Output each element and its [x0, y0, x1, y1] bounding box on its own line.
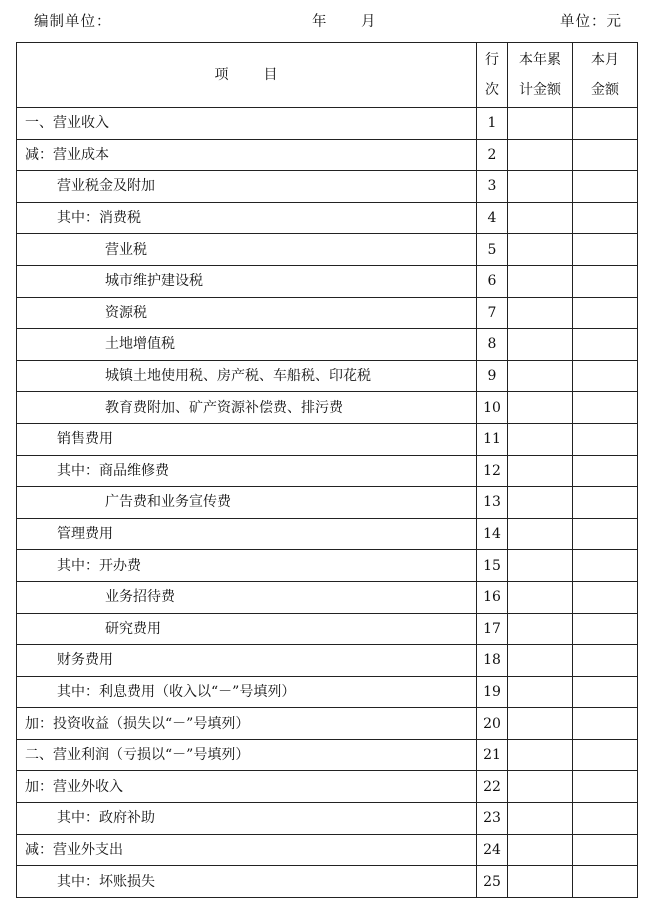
row-line-number: 9: [477, 360, 508, 392]
row-month-amount-cell[interactable]: [573, 234, 638, 266]
row-line-number: 15: [477, 550, 508, 582]
row-ytd-amount-cell[interactable]: [508, 518, 573, 550]
row-item-label: 其中：消费税: [57, 210, 141, 227]
row-month-amount-cell[interactable]: [573, 108, 638, 140]
row-item-cell: [17, 613, 477, 645]
table-row: [17, 234, 638, 266]
row-item-label: 研究费用: [105, 620, 161, 637]
column-header-item-char-2: 目: [263, 67, 279, 83]
row-line-number: 8: [477, 329, 508, 361]
row-item-cell: [17, 487, 477, 519]
table-row: [17, 645, 638, 677]
row-item-label: 销售费用: [57, 431, 113, 448]
row-month-amount-cell[interactable]: [573, 265, 638, 297]
row-item-cell: [17, 676, 477, 708]
column-header-line-no-top: 行: [485, 52, 499, 68]
row-month-amount-cell[interactable]: [573, 708, 638, 740]
row-item-label: 业务招待费: [105, 589, 175, 606]
row-line-number: 14: [477, 518, 508, 550]
row-month-amount-cell[interactable]: [573, 613, 638, 645]
row-item-cell: [17, 518, 477, 550]
table-row: [17, 455, 638, 487]
row-item-cell: [17, 171, 477, 203]
row-ytd-amount-cell[interactable]: [508, 108, 573, 140]
table-row: [17, 265, 638, 297]
row-month-amount-cell[interactable]: [573, 645, 638, 677]
table-header-row: [17, 43, 638, 108]
row-item-label: 资源税: [105, 304, 147, 321]
row-item-cell: [17, 834, 477, 866]
row-line-number: 18: [477, 645, 508, 677]
row-line-number: 12: [477, 455, 508, 487]
table-row: [17, 518, 638, 550]
row-ytd-amount-cell[interactable]: [508, 708, 573, 740]
row-item-cell: [17, 455, 477, 487]
table-row: [17, 297, 638, 329]
currency-unit-label: 单位：元: [560, 14, 622, 30]
row-item-label: 营业税金及附加: [57, 178, 155, 195]
row-item-cell: [17, 202, 477, 234]
table-row: [17, 360, 638, 392]
column-header-ytd-bottom: 计金额: [519, 82, 561, 98]
column-header-ytd-top: 本年累: [519, 52, 561, 68]
column-header-item: [17, 43, 477, 108]
table-row: [17, 613, 638, 645]
row-month-amount-cell[interactable]: [573, 171, 638, 203]
row-month-amount-cell[interactable]: [573, 423, 638, 455]
column-header-month-bottom: 金额: [591, 82, 619, 98]
row-line-number: 5: [477, 234, 508, 266]
row-ytd-amount-cell[interactable]: [508, 455, 573, 487]
row-ytd-amount-cell[interactable]: [508, 550, 573, 582]
row-line-number: 23: [477, 803, 508, 835]
row-month-amount-cell[interactable]: [573, 550, 638, 582]
row-month-amount-cell[interactable]: [573, 518, 638, 550]
row-item-cell: [17, 581, 477, 613]
row-month-amount-cell[interactable]: [573, 455, 638, 487]
row-month-amount-cell[interactable]: [573, 139, 638, 171]
row-ytd-amount-cell[interactable]: [508, 803, 573, 835]
income-statement-table: [16, 42, 638, 898]
row-month-amount-cell[interactable]: [573, 676, 638, 708]
row-month-amount-cell[interactable]: [573, 771, 638, 803]
column-header-ytd-amount: [508, 43, 573, 108]
row-line-number: 10: [477, 392, 508, 424]
table-row: [17, 771, 638, 803]
row-month-amount-cell[interactable]: [573, 866, 638, 898]
row-item-cell: [17, 265, 477, 297]
row-line-number: 3: [477, 171, 508, 203]
row-ytd-amount-cell[interactable]: [508, 771, 573, 803]
row-line-number: 6: [477, 265, 508, 297]
row-item-label: 一、营业收入: [25, 115, 109, 132]
row-ytd-amount-cell[interactable]: [508, 739, 573, 771]
row-item-cell: [17, 771, 477, 803]
row-ytd-amount-cell[interactable]: [508, 834, 573, 866]
row-item-label: 营业税: [105, 241, 147, 258]
row-item-cell: [17, 803, 477, 835]
row-line-number: 25: [477, 866, 508, 898]
row-ytd-amount-cell[interactable]: [508, 360, 573, 392]
row-item-cell: [17, 423, 477, 455]
table-row: [17, 423, 638, 455]
row-ytd-amount-cell[interactable]: [508, 676, 573, 708]
row-month-amount-cell[interactable]: [573, 487, 638, 519]
table-row: [17, 139, 638, 171]
table-row: [17, 803, 638, 835]
row-item-cell: [17, 392, 477, 424]
column-header-line-no: [477, 43, 508, 108]
table-row: [17, 108, 638, 140]
row-item-cell: [17, 866, 477, 898]
row-ytd-amount-cell[interactable]: [508, 234, 573, 266]
row-line-number: 16: [477, 581, 508, 613]
row-month-amount-cell[interactable]: [573, 834, 638, 866]
row-item-cell: [17, 329, 477, 361]
row-ytd-amount-cell[interactable]: [508, 202, 573, 234]
row-month-amount-cell[interactable]: [573, 581, 638, 613]
row-item-cell: [17, 297, 477, 329]
table-row: [17, 866, 638, 898]
row-item-label: 城市维护建设税: [105, 273, 203, 290]
row-item-cell: [17, 550, 477, 582]
row-month-amount-cell[interactable]: [573, 202, 638, 234]
row-line-number: 13: [477, 487, 508, 519]
table-row: [17, 581, 638, 613]
row-line-number: 17: [477, 613, 508, 645]
row-ytd-amount-cell[interactable]: [508, 297, 573, 329]
table-row: [17, 392, 638, 424]
row-month-amount-cell[interactable]: [573, 392, 638, 424]
row-item-cell: [17, 139, 477, 171]
column-header-line-no-bottom: 次: [485, 82, 499, 98]
row-ytd-amount-cell[interactable]: [508, 613, 573, 645]
row-item-label: 广告费和业务宣传费: [105, 494, 231, 511]
row-item-label: 减：营业成本: [25, 146, 109, 163]
row-item-label: 其中：坏账损失: [57, 873, 155, 890]
row-item-cell: [17, 739, 477, 771]
row-ytd-amount-cell[interactable]: [508, 265, 573, 297]
row-item-label: 财务费用: [57, 652, 113, 669]
row-item-cell: [17, 108, 477, 140]
table-row: [17, 171, 638, 203]
row-item-cell: [17, 234, 477, 266]
row-item-label: 加：营业外收入: [25, 778, 123, 795]
row-item-label: 其中：商品维修费: [57, 462, 169, 479]
year-label: 年: [312, 14, 328, 30]
row-ytd-amount-cell[interactable]: [508, 581, 573, 613]
row-item-label: 其中：开办费: [57, 557, 141, 574]
row-ytd-amount-cell[interactable]: [508, 866, 573, 898]
row-item-label: 管理费用: [57, 526, 113, 543]
row-item-cell: [17, 360, 477, 392]
row-line-number: 21: [477, 739, 508, 771]
row-month-amount-cell[interactable]: [573, 803, 638, 835]
row-line-number: 7: [477, 297, 508, 329]
row-item-cell: [17, 708, 477, 740]
report-header: [0, 10, 649, 32]
preparer-unit-label: 编制单位：: [34, 14, 112, 30]
row-ytd-amount-cell[interactable]: [508, 171, 573, 203]
row-item-label: 城镇土地使用税、房产税、车船税、印花税: [105, 368, 371, 385]
row-month-amount-cell[interactable]: [573, 739, 638, 771]
row-item-label: 教育费附加、矿产资源补偿费、排污费: [105, 399, 343, 416]
column-header-month-top: 本月: [591, 52, 619, 68]
table-row: [17, 487, 638, 519]
table-row: [17, 550, 638, 582]
row-line-number: 4: [477, 202, 508, 234]
row-line-number: 20: [477, 708, 508, 740]
table-row: [17, 202, 638, 234]
column-header-item-char-1: 项: [214, 67, 230, 83]
row-line-number: 2: [477, 139, 508, 171]
row-item-label: 加：投资收益（损失以“－”号填列）: [25, 715, 250, 732]
row-month-amount-cell[interactable]: [573, 329, 638, 361]
column-header-month-amount: [573, 43, 638, 108]
row-ytd-amount-cell[interactable]: [508, 487, 573, 519]
row-ytd-amount-cell[interactable]: [508, 423, 573, 455]
row-item-label: 减：营业外支出: [25, 841, 123, 858]
row-line-number: 24: [477, 834, 508, 866]
row-month-amount-cell[interactable]: [573, 360, 638, 392]
table-row: [17, 739, 638, 771]
row-item-label: 其中：利息费用（收入以“－”号填列）: [57, 683, 296, 700]
row-item-cell: [17, 645, 477, 677]
row-line-number: 22: [477, 771, 508, 803]
row-item-label: 二、营业利润（亏损以“－”号填列）: [25, 747, 250, 764]
row-line-number: 1: [477, 108, 508, 140]
row-ytd-amount-cell[interactable]: [508, 329, 573, 361]
table-row: [17, 329, 638, 361]
row-month-amount-cell[interactable]: [573, 297, 638, 329]
row-ytd-amount-cell[interactable]: [508, 645, 573, 677]
month-label: 月: [361, 14, 377, 30]
table-body: [17, 108, 638, 898]
row-item-label: 土地增值税: [105, 336, 175, 353]
row-ytd-amount-cell[interactable]: [508, 392, 573, 424]
row-ytd-amount-cell[interactable]: [508, 139, 573, 171]
row-line-number: 11: [477, 423, 508, 455]
table-row: [17, 708, 638, 740]
row-item-label: 其中：政府补助: [57, 810, 155, 827]
table-row: [17, 834, 638, 866]
row-line-number: 19: [477, 676, 508, 708]
table-row: [17, 676, 638, 708]
